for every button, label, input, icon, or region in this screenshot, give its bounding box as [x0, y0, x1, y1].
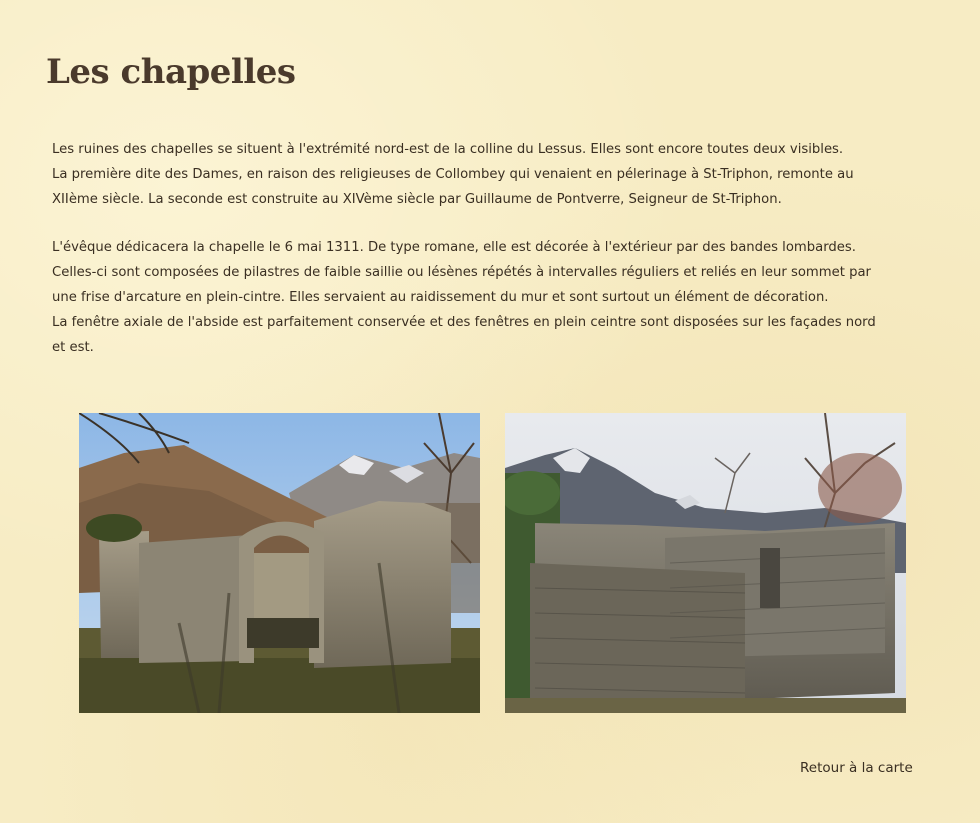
back-to-map-link[interactable]: Retour à la carte	[800, 760, 913, 776]
text-line: La fenêtre axiale de l'abside est parfaitement conservée et des fenêtres en plein ceintre sont disposées sur les façades nord	[52, 315, 876, 330]
text-line: Celles-ci sont composées de pilastres de faible saillie ou lésènes répétés à intervalles réguliers et reliés en leur sommet par	[52, 265, 871, 280]
chapel-ruin-arch-photo	[79, 413, 480, 713]
text-line: XIIème siècle. La seconde est construite au XIVème siècle par Guillaume de Pontverre, Seigneur de St-Triphon.	[52, 192, 782, 207]
text-line: une frise d'arcature en plein-cintre. Elles servaient au raidissement du mur et sont surtout un élément de décoration.	[52, 290, 829, 305]
intro-paragraph	[52, 137, 938, 212]
text-line: L'évêque dédicacera la chapelle le 6 mai 1311. De type romane, elle est décorée à l'extérieur par des bandes lombardes.	[52, 240, 856, 255]
chapel-ruin-walls-photo	[505, 413, 906, 713]
text-line: La première dite des Dames, en raison des religieuses de Collombey qui venaient en pélerinage à St-Triphon, remonte au	[52, 167, 854, 182]
text-line: et est.	[52, 340, 94, 355]
description-paragraph	[52, 235, 938, 360]
text-line: Les ruines des chapelles se situent à l'extrémité nord-est de la colline du Lessus. Elles sont encore toutes deux visibles.	[52, 142, 844, 157]
page-title: Les chapelles	[46, 52, 296, 92]
